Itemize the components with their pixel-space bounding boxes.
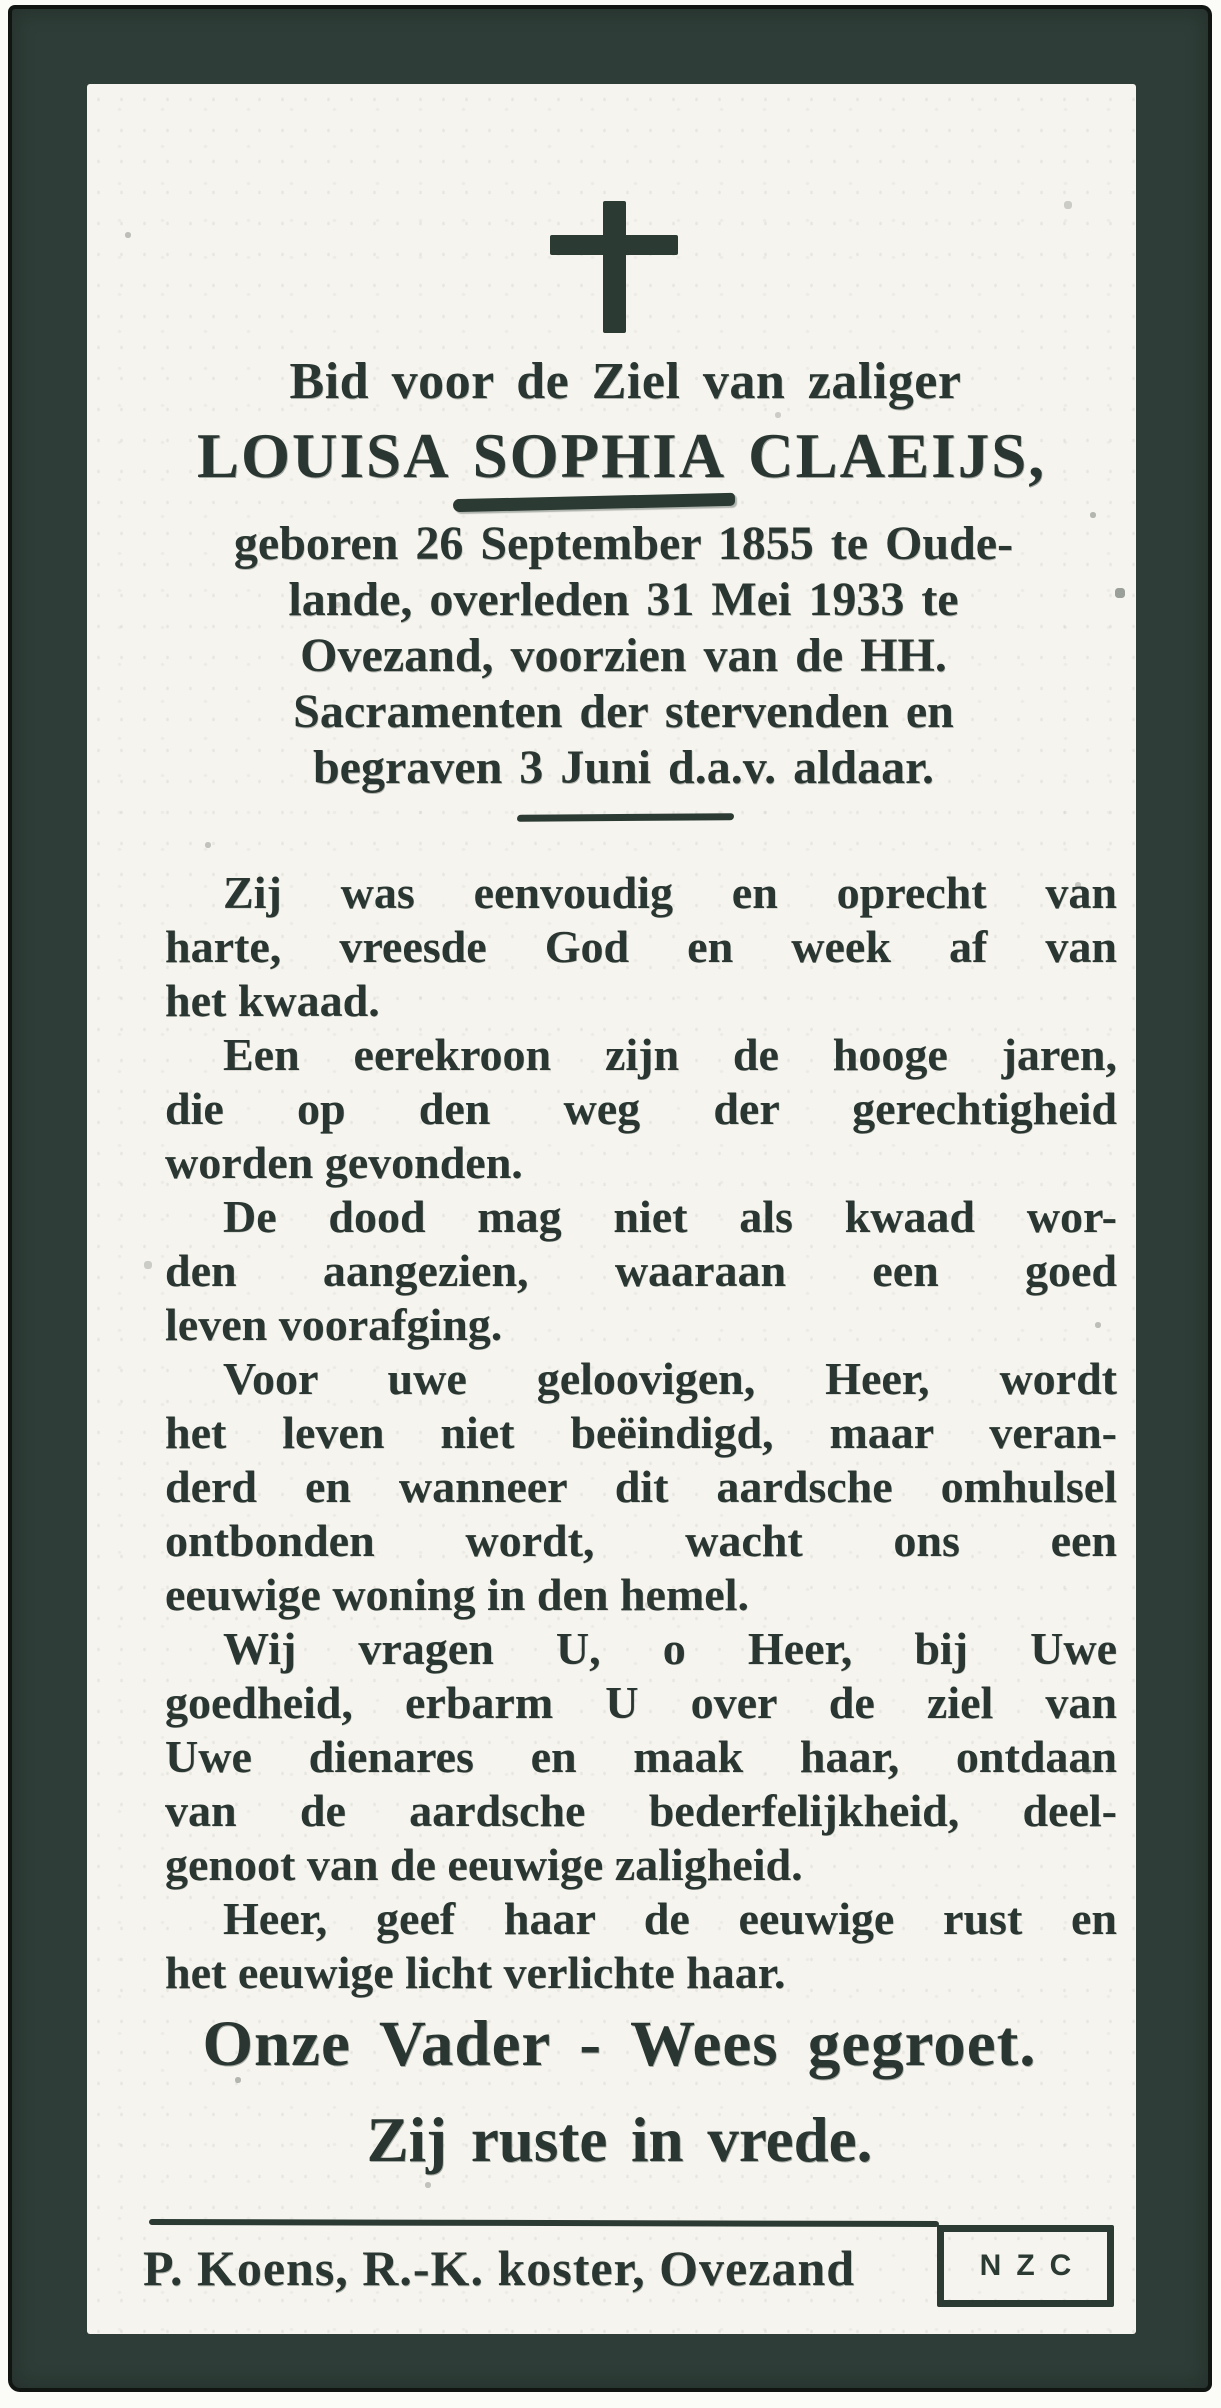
body-line: Heer, geef haar de eeuwige rust en — [223, 1893, 1117, 1944]
card-frame — [8, 5, 1212, 2392]
printer-mark-box — [937, 2225, 1114, 2307]
body-line: het kwaad. — [165, 975, 380, 1026]
paragraph — [165, 1352, 1117, 1622]
invocation-line: Bid voor de Ziel van zaliger — [289, 353, 962, 410]
footer-rule — [149, 2219, 939, 2227]
paragraph — [165, 866, 1117, 1028]
card-paper — [87, 84, 1136, 2334]
vital-dates-line: Ovezand, voorzien van de HH. — [300, 629, 947, 682]
name-middle-underlined: SOPHIA — [472, 421, 727, 491]
vital-dates-line: geboren 26 September 1855 te Oude- — [233, 517, 1014, 570]
vital-dates-line: lande, overleden 31 Mei 1933 te — [288, 573, 959, 626]
body-line: leven voorafging. — [165, 1299, 503, 1350]
vital-dates-line: begraven 3 Juni d.a.v. aldaar. — [312, 741, 934, 794]
paragraph — [165, 1622, 1117, 1892]
body-line: De dood mag niet als kwaad wor- — [223, 1191, 1117, 1242]
body-line: derd en wanneer dit aardsche omhulsel — [165, 1461, 1117, 1512]
paragraph — [165, 1190, 1117, 1352]
body-line: Voor uwe geloovigen, Heer, wordt — [223, 1353, 1117, 1404]
body-line: goedheid, erbarm U over de ziel van — [165, 1677, 1117, 1728]
deceased-name — [97, 420, 1146, 493]
scan-noise — [87, 84, 89, 86]
body-line: het eeuwige licht verlichte haar. — [165, 1947, 786, 1998]
body-line: Een eerekroon zijn de hooge jaren, — [223, 1029, 1117, 1080]
name-first: LOUISA — [197, 421, 451, 491]
paragraph — [165, 1028, 1117, 1190]
body-line: ontbonden wordt, wacht ons een — [165, 1515, 1117, 1566]
printer-credit: P. Koens, R.-K. koster, Ovezand — [143, 2240, 856, 2296]
cross-icon — [550, 201, 678, 333]
body-line: harte, vreesde God en week af van — [165, 921, 1117, 972]
vital-dates-line: Sacramenten der stervenden en — [293, 685, 954, 738]
separator-rule — [517, 813, 734, 822]
body-line: die op den weg der gerechtigheid — [165, 1083, 1117, 1134]
body-line: Uwe dienares en maak haar, ontdaan — [165, 1731, 1117, 1782]
printer-mark: NZC — [979, 2249, 1087, 2282]
body-line: Zij was eenvoudig en oprecht van — [223, 867, 1117, 918]
rest-in-peace-line: Zij ruste in vrede. — [366, 2105, 873, 2175]
memorial-text — [165, 866, 1117, 2000]
body-line: het leven niet beëindigd, maar veran- — [165, 1407, 1117, 1458]
paragraph — [165, 1892, 1117, 2000]
body-line: eeuwige woning in den hemel. — [165, 1569, 749, 1620]
vital-dates-block — [99, 516, 1148, 796]
closing-prayers-line: Onze Vader - Wees gegroet. — [202, 2008, 1037, 2080]
body-line: Wij vragen U, o Heer, bij Uwe — [223, 1623, 1117, 1674]
body-line: den aangezien, waaraan een goed — [165, 1245, 1117, 1296]
body-line: van de aardsche bederfelijkheid, deel- — [165, 1785, 1117, 1836]
body-line: worden gevonden. — [165, 1137, 523, 1188]
body-line: genoot van de eeuwige zaligheid. — [165, 1839, 803, 1890]
name-last: CLAEIJS, — [748, 421, 1046, 491]
